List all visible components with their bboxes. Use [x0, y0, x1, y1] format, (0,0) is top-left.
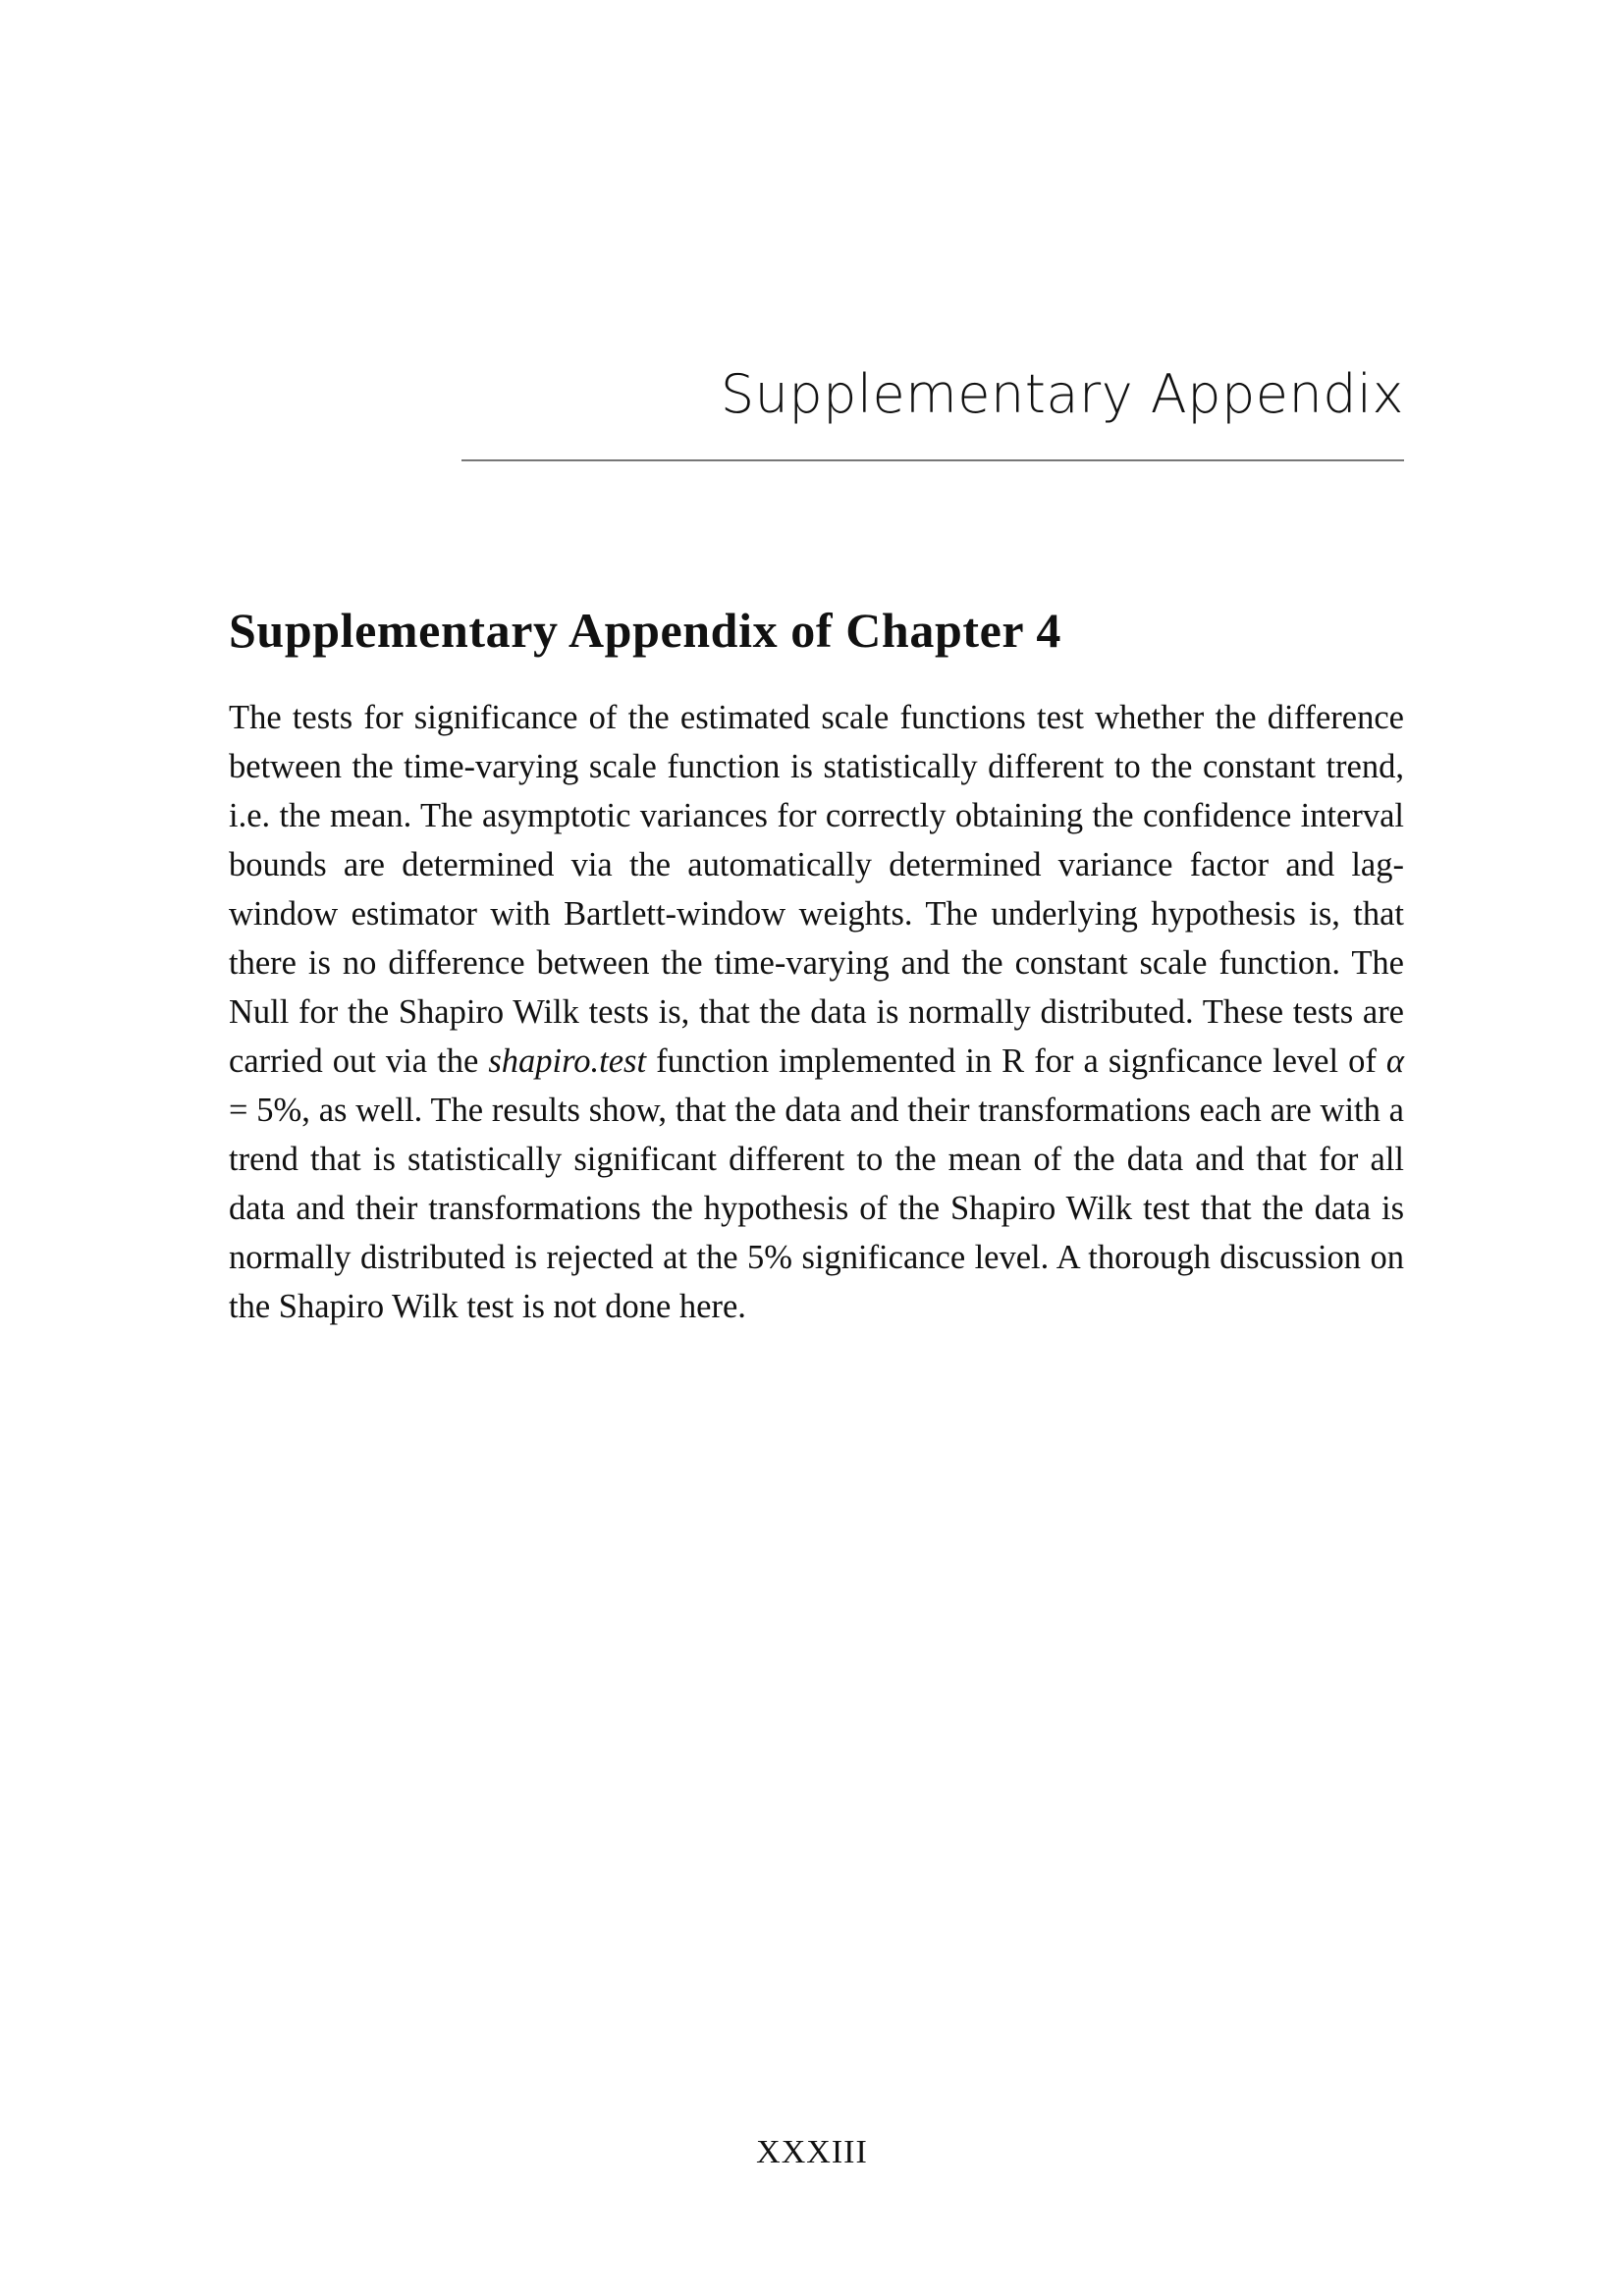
paragraph-text-part3: , as well. The results show, that the data and their transformations each are with a trend that is statistically significant different to the mean of the data and that for all data and their transformations the hypothesis of the Shapiro Wilk test that the data is normally distributed is rejected at the 5% significance level. A thorough discussion on the Shapiro Wilk test is not done here.	[229, 1092, 1404, 1325]
header-rule	[461, 459, 1404, 461]
running-header-title: Supplementary Appendix	[720, 363, 1404, 425]
paragraph-text-part2: function implemented in R for a signficance level of	[646, 1042, 1386, 1080]
alpha-symbol: α	[1385, 1042, 1405, 1080]
body-paragraph	[229, 693, 1404, 1331]
paragraph-text-part1: The tests for significance of the estimated scale functions test whether the difference between the time-varying scale function is statistically different to the constant trend, i.e. the mean. The asymptotic variances for correctly obtaining the confidence interval bounds are determined via the automatically determined variance factor and lag-window estimator with Bartlett-window weights. The underlying hypothesis is, that there is no difference between the time-varying and the constant scale function. The Null for the Shapiro Wilk tests is, that the data is normally distributed. These tests are carried out via the	[229, 699, 1404, 1080]
function-name: shapiro.test	[488, 1042, 647, 1080]
alpha-value: = 5%	[229, 1092, 302, 1129]
page-number: XXXIII	[756, 2134, 868, 2170]
section-title: Supplementary Appendix of Chapter 4	[229, 603, 1061, 658]
